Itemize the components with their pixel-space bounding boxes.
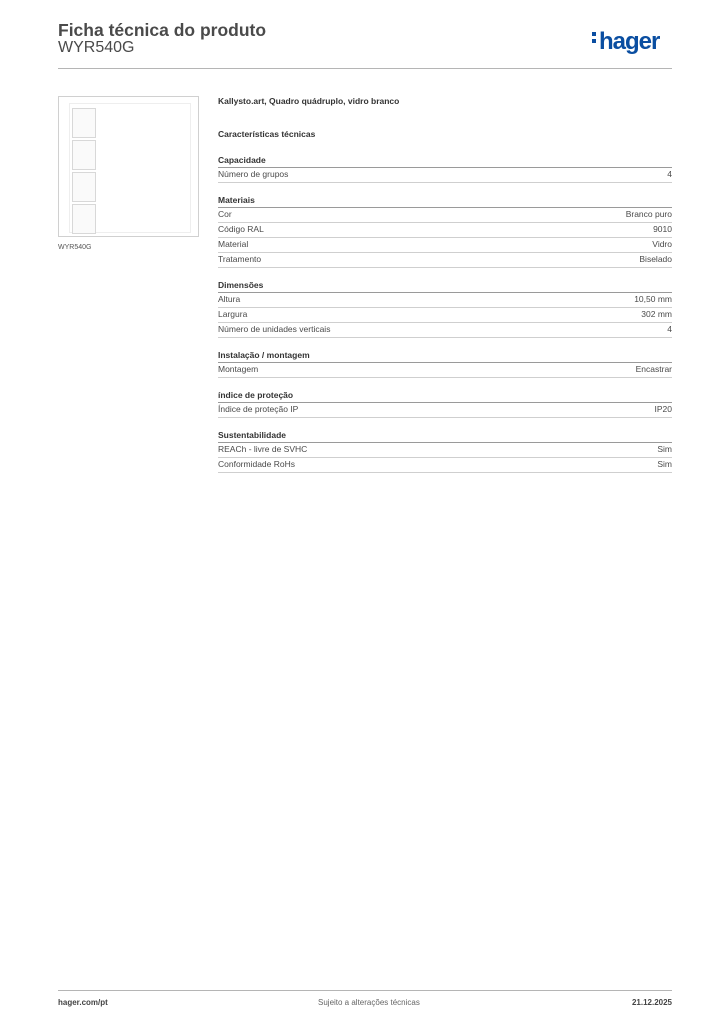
spec-value: 4 bbox=[667, 169, 672, 179]
frame-outline bbox=[69, 103, 191, 233]
spec-label: Tratamento bbox=[218, 254, 262, 264]
spec-label: Número de unidades verticais bbox=[218, 324, 331, 334]
spec-value: 9010 bbox=[653, 224, 672, 234]
spec-value: Branco puro bbox=[625, 209, 672, 219]
spec-label: Número de grupos bbox=[218, 169, 289, 179]
section-title: Dimensões bbox=[218, 280, 672, 293]
spec-section bbox=[218, 430, 672, 473]
logo-text: hager bbox=[599, 28, 660, 55]
spec-row bbox=[218, 168, 672, 183]
spec-row bbox=[218, 443, 672, 458]
spec-value: Vidro bbox=[652, 239, 672, 249]
frame-slot bbox=[72, 108, 96, 138]
footer-date: 21.12.2025 bbox=[631, 998, 672, 1007]
frame-slot bbox=[72, 204, 96, 234]
spec-row bbox=[218, 208, 672, 223]
hager-logo[interactable] bbox=[592, 28, 659, 56]
spec-row bbox=[218, 223, 672, 238]
document-title: Ficha técnica do produto bbox=[58, 20, 267, 40]
logo-dots-icon bbox=[592, 32, 596, 46]
spec-label: Material bbox=[218, 239, 249, 249]
spec-value: Encastrar bbox=[635, 364, 672, 374]
section-title: Capacidade bbox=[218, 155, 672, 168]
product-image bbox=[58, 96, 199, 237]
spec-value: IP20 bbox=[654, 404, 672, 414]
section-title: Instalação / montagem bbox=[218, 350, 672, 363]
frame-slot bbox=[72, 172, 96, 202]
spec-value: Sim bbox=[657, 459, 672, 469]
spec-row bbox=[218, 363, 672, 378]
frame-slot bbox=[72, 140, 96, 170]
spec-section bbox=[218, 280, 672, 338]
spec-value: Biselado bbox=[639, 254, 672, 264]
product-code: WYR540G bbox=[58, 39, 135, 56]
section-title: Sustentabilidade bbox=[218, 430, 672, 443]
spec-label: Montagem bbox=[218, 364, 259, 374]
spec-label: Altura bbox=[218, 294, 241, 304]
footer-divider bbox=[58, 990, 672, 991]
spec-label: REACh - livre de SVHC bbox=[218, 444, 308, 454]
product-name: Kallysto.art, Quadro quádruplo, vidro branco bbox=[218, 96, 400, 106]
product-image-caption: WYR540G bbox=[58, 244, 92, 251]
spec-label: Código RAL bbox=[218, 224, 264, 234]
spec-row bbox=[218, 458, 672, 473]
spec-row bbox=[218, 293, 672, 308]
spec-label: Cor bbox=[218, 209, 232, 219]
spec-section bbox=[218, 350, 672, 378]
spec-row bbox=[218, 323, 672, 338]
spec-row bbox=[218, 403, 672, 418]
spec-label: Largura bbox=[218, 309, 248, 319]
spec-section bbox=[218, 390, 672, 418]
spec-value: 10,50 mm bbox=[634, 294, 672, 304]
spec-value: 302 mm bbox=[641, 309, 672, 319]
spec-row bbox=[218, 308, 672, 323]
spec-value: 4 bbox=[667, 324, 672, 334]
spec-section bbox=[218, 155, 672, 183]
header-divider bbox=[58, 68, 672, 69]
section-title: índice de proteção bbox=[218, 390, 672, 403]
spec-section bbox=[218, 195, 672, 268]
spec-label: Conformidade RoHs bbox=[218, 459, 296, 469]
spec-row bbox=[218, 238, 672, 253]
spec-row bbox=[218, 253, 672, 268]
spec-value: Sim bbox=[657, 444, 672, 454]
footer-notice: Sujeito a alterações técnicas bbox=[318, 998, 420, 1007]
spec-label: Índice de proteção IP bbox=[218, 404, 299, 414]
section-title: Materiais bbox=[218, 195, 672, 208]
tech-heading: Características técnicas bbox=[218, 129, 316, 139]
spec-content bbox=[218, 96, 672, 473]
footer-website-link[interactable]: hager.com/pt bbox=[58, 998, 108, 1007]
